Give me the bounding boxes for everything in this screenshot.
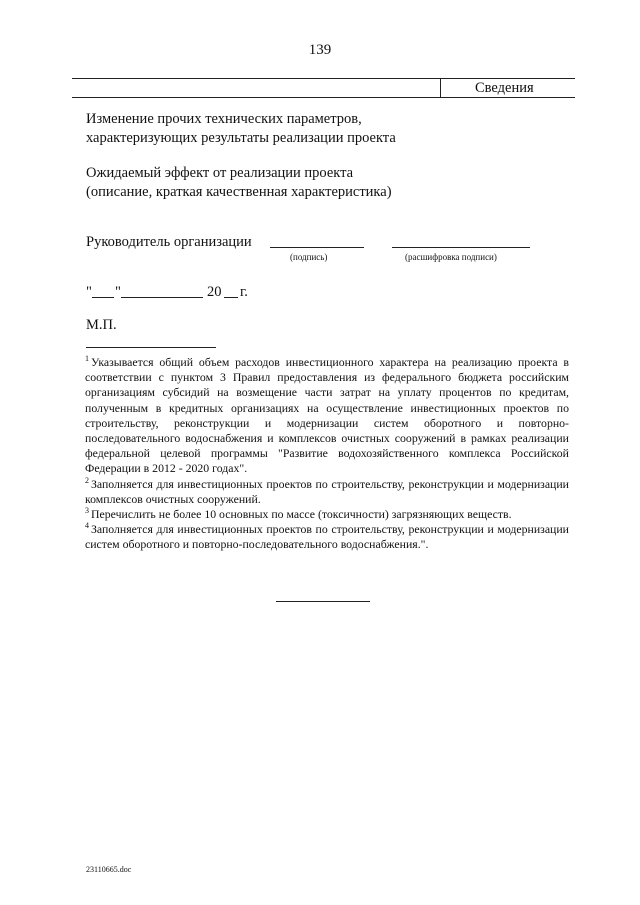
signature-caption: (подпись) bbox=[290, 252, 328, 262]
date-quote-close: " bbox=[115, 284, 121, 300]
name-caption: (расшифровка подписи) bbox=[405, 252, 497, 262]
item-technical-parameters-line1: Изменение прочих технических параметров, bbox=[86, 111, 362, 127]
name-blank-line bbox=[392, 247, 530, 248]
item-expected-effect-line2: (описание, краткая качественная характеристика) bbox=[86, 184, 392, 200]
signature-label: Руководитель организации bbox=[86, 234, 252, 250]
footnote-1-text: Указывается общий объем расходов инвестиционного характера на реализацию проекта в соответствии с пунктом 3 Правил предоставления из федерального бюджета российским организациям субсидий на возмещение части затрат на уплату процентов по кредитам, полученным в кредитных организациях на осуществление инвестиционных проектов по строительству, реконструкции и модернизации систем оборотного и повторно-последовательного водоснабжения и комплексов очистных сооружений в рамках реализации федеральной целевой программы "Развитие водохозяйственного комплекса Российской Федерации в 2012 - 2020 годах". bbox=[85, 355, 569, 476]
item-expected-effect-line1: Ожидаемый эффект от реализации проекта bbox=[86, 165, 354, 181]
footnote-2-number: 2 bbox=[85, 475, 89, 485]
table-column-divider bbox=[440, 78, 441, 98]
footnote-3-text: Перечислить не более 10 основных по массе (токсичности) загрязняющих веществ. bbox=[91, 507, 512, 522]
footnote-2 bbox=[85, 477, 569, 507]
footnote-4 bbox=[85, 522, 569, 552]
footnote-4-number: 4 bbox=[85, 521, 89, 531]
date-year-prefix: 20 bbox=[207, 284, 222, 300]
table-bottom-border bbox=[72, 97, 575, 98]
table-top-border bbox=[72, 78, 575, 79]
date-year-blank bbox=[224, 297, 238, 298]
footnotes bbox=[85, 355, 569, 553]
end-rule bbox=[276, 601, 370, 602]
date-quote-open: " bbox=[86, 284, 92, 300]
item-technical-parameters bbox=[86, 110, 396, 148]
footnote-4-text: Заполняется для инвестиционных проектов по строительству, реконструкции и модернизации систем оборотного и повторно-последовательного водоснабжения.". bbox=[85, 522, 569, 552]
footnote-2-text: Заполняется для инвестиционных проектов по строительству, реконструкции и модернизации комплексов очистных сооружений. bbox=[85, 476, 569, 506]
date-day-blank bbox=[92, 297, 114, 298]
footnote-3-number: 3 bbox=[85, 506, 89, 516]
item-expected-effect bbox=[86, 164, 392, 202]
date-year-suffix: г. bbox=[240, 284, 248, 300]
footnote-3 bbox=[85, 507, 569, 522]
footnote-1-number: 1 bbox=[85, 354, 89, 364]
footnote-separator bbox=[86, 347, 216, 348]
stamp-mp: М.П. bbox=[86, 317, 117, 333]
page-number: 139 bbox=[308, 42, 332, 58]
file-name: 23110665.doc bbox=[86, 865, 132, 874]
footnote-1 bbox=[85, 355, 569, 477]
table-header-svedenia: Сведения bbox=[475, 80, 534, 96]
signature-blank-line bbox=[270, 247, 364, 248]
date-month-blank bbox=[121, 297, 203, 298]
item-technical-parameters-line2: характеризующих результаты реализации проекта bbox=[86, 130, 396, 146]
